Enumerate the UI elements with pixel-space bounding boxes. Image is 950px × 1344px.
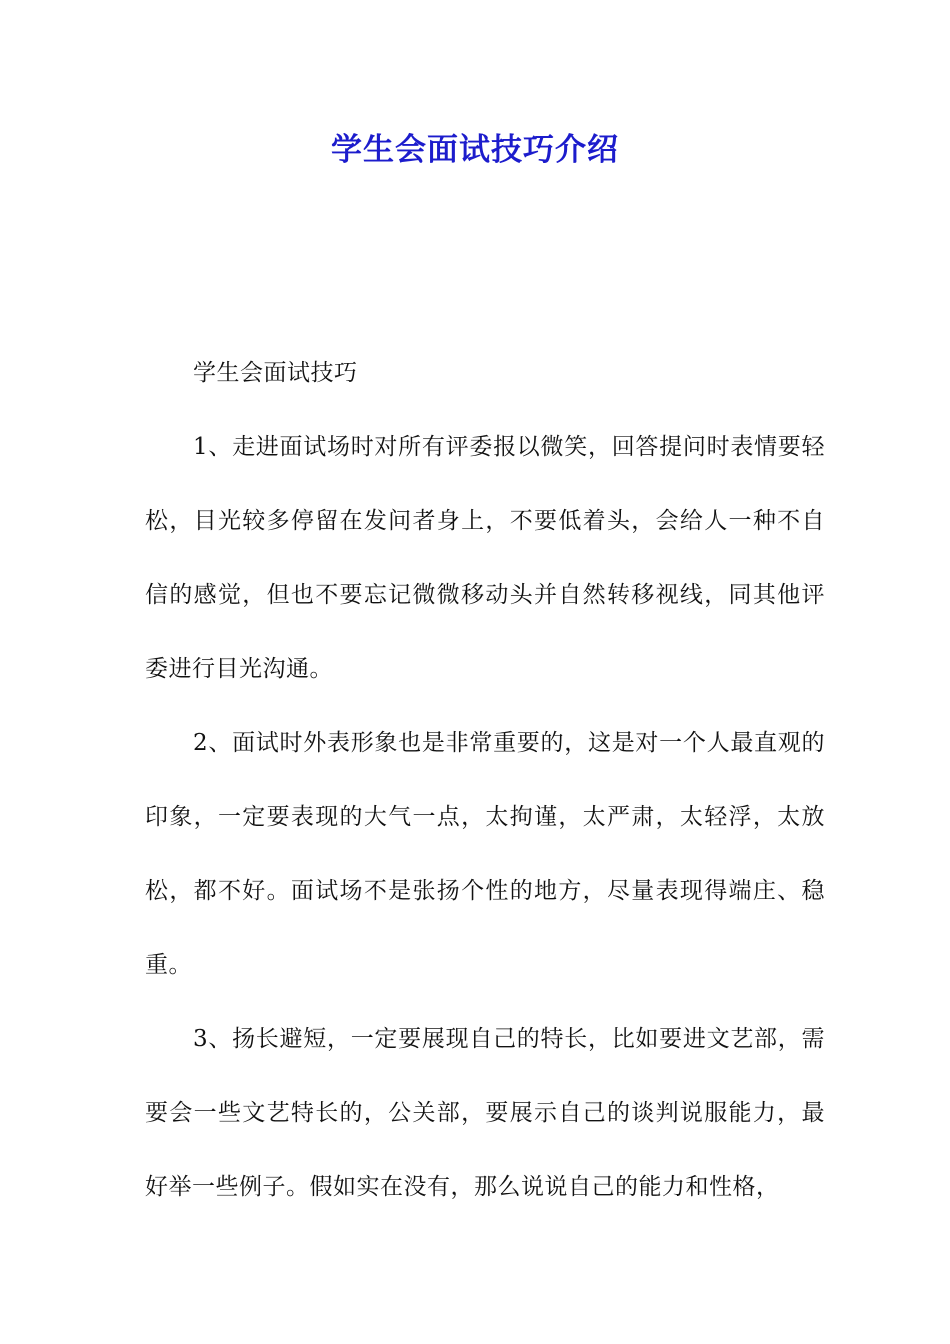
document-title: 学生会面试技巧介绍 (331, 132, 619, 168)
paragraph-tip-2: 2、面试时外表形象也是非常重要的，这是对一个人最直观的印象，一定要表现的大气一点，太拘谨，太严肃，太轻浮，太放松，都不好。面试场不是张扬个性的地方，尽量表现得端庄、稳重。 (145, 730, 825, 978)
paragraph-tip-1: 1、走进面试场时对所有评委报以微笑，回答提问时表情要轻松，目光较多停留在发问者身上，不要低着头，会给人一种不自信的感觉，但也不要忘记微微移动头并自然转移视线，同其他评委进行目光沟通。 (145, 434, 825, 682)
paragraph-tip-3: 3、扬长避短，一定要展现自己的特长，比如要进文艺部，需要会一些文艺特长的，公关部，要展示自己的谈判说服能力，最好举一些例子。假如实在没有，那么说说自己的能力和性格， (145, 1026, 825, 1200)
document-body (145, 336, 825, 1224)
section-heading: 学生会面试技巧 (193, 360, 358, 386)
